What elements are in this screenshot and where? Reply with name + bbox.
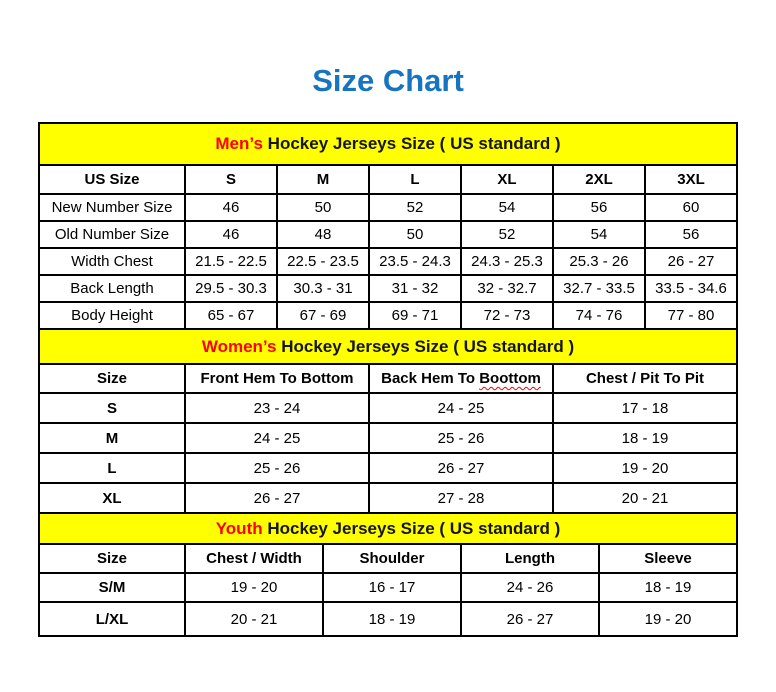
- youth-size-table: [38, 512, 738, 637]
- size-value-cell: 74 - 76: [553, 302, 645, 329]
- size-value-cell: 46: [185, 194, 277, 221]
- row-label: Back Length: [39, 275, 185, 302]
- column-header: Chest / Pit To Pit: [553, 364, 737, 393]
- size-value-cell: 25 - 26: [185, 453, 369, 483]
- mens-table-body: [39, 194, 737, 329]
- size-value-cell: 24 - 25: [185, 423, 369, 453]
- column-header: Sleeve: [599, 544, 737, 573]
- column-header: Size: [39, 544, 185, 573]
- size-value-cell: 50: [369, 221, 461, 248]
- size-value-cell: 67 - 69: [277, 302, 369, 329]
- size-value-cell: 52: [369, 194, 461, 221]
- column-header: Shoulder: [323, 544, 461, 573]
- size-value-cell: 77 - 80: [645, 302, 737, 329]
- size-value-cell: 27 - 28: [369, 483, 553, 513]
- page-title: Size Chart: [312, 63, 464, 98]
- youth-section-label: Youth: [215, 518, 263, 538]
- youth-column-header-row: [39, 544, 737, 573]
- size-value-cell: 18 - 19: [553, 423, 737, 453]
- youth-table-body: [39, 573, 737, 636]
- size-value-cell: 24 - 25: [369, 393, 553, 423]
- size-value-cell: 24.3 - 25.3: [461, 248, 553, 275]
- table-row: [39, 275, 737, 302]
- mens-banner-text: Hockey Jerseys Size ( US standard ): [267, 134, 561, 153]
- table-row: [39, 221, 737, 248]
- size-value-cell: 56: [553, 194, 645, 221]
- mens-column-header-row: [39, 165, 737, 194]
- size-value-cell: 72 - 73: [461, 302, 553, 329]
- column-header: Size: [39, 364, 185, 393]
- size-value-cell: 26 - 27: [645, 248, 737, 275]
- size-value-cell: 52: [461, 221, 553, 248]
- column-header: Back Hem To Boottom: [369, 364, 553, 393]
- size-value-cell: 26 - 27: [185, 483, 369, 513]
- table-row: [39, 302, 737, 329]
- column-header: XL: [461, 165, 553, 194]
- size-value-cell: 60: [645, 194, 737, 221]
- column-header: S: [185, 165, 277, 194]
- row-label: M: [39, 423, 185, 453]
- size-value-cell: 25 - 26: [369, 423, 553, 453]
- youth-banner-cell: [39, 513, 737, 544]
- size-value-cell: 32.7 - 33.5: [553, 275, 645, 302]
- womens-banner-text: Hockey Jerseys Size ( US standard ): [281, 336, 575, 356]
- youth-section-banner: [39, 513, 737, 544]
- size-value-cell: 23.5 - 24.3: [369, 248, 461, 275]
- size-value-cell: 22.5 - 23.5: [277, 248, 369, 275]
- mens-banner-cell: [39, 123, 737, 165]
- row-label: Old Number Size: [39, 221, 185, 248]
- column-header: 3XL: [645, 165, 737, 194]
- size-value-cell: 48: [277, 221, 369, 248]
- size-value-cell: 32 - 32.7: [461, 275, 553, 302]
- table-row: [39, 393, 737, 423]
- size-value-cell: 23 - 24: [185, 393, 369, 423]
- size-chart-tables: [38, 122, 738, 637]
- womens-table-body: [39, 393, 737, 513]
- size-value-cell: 25.3 - 26: [553, 248, 645, 275]
- womens-column-header-row: [39, 364, 737, 393]
- size-value-cell: 19 - 20: [185, 573, 323, 602]
- row-label: XL: [39, 483, 185, 513]
- row-label: L: [39, 453, 185, 483]
- table-row: [39, 483, 737, 513]
- row-label: Width Chest: [39, 248, 185, 275]
- size-value-cell: 18 - 19: [323, 602, 461, 636]
- size-value-cell: 19 - 20: [599, 602, 737, 636]
- size-value-cell: 24 - 26: [461, 573, 599, 602]
- youth-banner-text: Hockey Jerseys Size ( US standard ): [267, 518, 561, 538]
- column-header: Front Hem To Bottom: [185, 364, 369, 393]
- column-header: Chest / Width: [185, 544, 323, 573]
- row-label: Body Height: [39, 302, 185, 329]
- size-value-cell: 50: [277, 194, 369, 221]
- column-header: US Size: [39, 165, 185, 194]
- mens-section-label: Men’s: [215, 134, 263, 153]
- womens-section-label: Women’s: [201, 336, 277, 356]
- column-header: M: [277, 165, 369, 194]
- mens-size-table: [38, 122, 738, 330]
- size-value-cell: 69 - 71: [369, 302, 461, 329]
- size-value-cell: 56: [645, 221, 737, 248]
- row-label: S/M: [39, 573, 185, 602]
- column-header: L: [369, 165, 461, 194]
- size-value-cell: 26 - 27: [461, 602, 599, 636]
- row-label: L/XL: [39, 602, 185, 636]
- misspelled-word: Boottom: [479, 370, 541, 387]
- size-value-cell: 33.5 - 34.6: [645, 275, 737, 302]
- size-value-cell: 30.3 - 31: [277, 275, 369, 302]
- table-row: [39, 423, 737, 453]
- size-value-cell: 31 - 32: [369, 275, 461, 302]
- size-value-cell: 19 - 20: [553, 453, 737, 483]
- size-value-cell: 26 - 27: [369, 453, 553, 483]
- column-header: 2XL: [553, 165, 645, 194]
- table-row: [39, 194, 737, 221]
- size-value-cell: 54: [461, 194, 553, 221]
- size-value-cell: 20 - 21: [553, 483, 737, 513]
- womens-section-banner: [39, 329, 737, 364]
- size-value-cell: 16 - 17: [323, 573, 461, 602]
- size-value-cell: 29.5 - 30.3: [185, 275, 277, 302]
- size-value-cell: 46: [185, 221, 277, 248]
- row-label: S: [39, 393, 185, 423]
- size-value-cell: 65 - 67: [185, 302, 277, 329]
- table-row: [39, 453, 737, 483]
- mens-section-banner: [39, 123, 737, 165]
- size-value-cell: 20 - 21: [185, 602, 323, 636]
- size-value-cell: 18 - 19: [599, 573, 737, 602]
- womens-banner-cell: [39, 329, 737, 364]
- table-row: [39, 248, 737, 275]
- column-header: Length: [461, 544, 599, 573]
- size-value-cell: 17 - 18: [553, 393, 737, 423]
- womens-size-table: [38, 328, 738, 514]
- table-row: [39, 573, 737, 602]
- table-row: [39, 602, 737, 636]
- row-label: New Number Size: [39, 194, 185, 221]
- size-value-cell: 21.5 - 22.5: [185, 248, 277, 275]
- size-value-cell: 54: [553, 221, 645, 248]
